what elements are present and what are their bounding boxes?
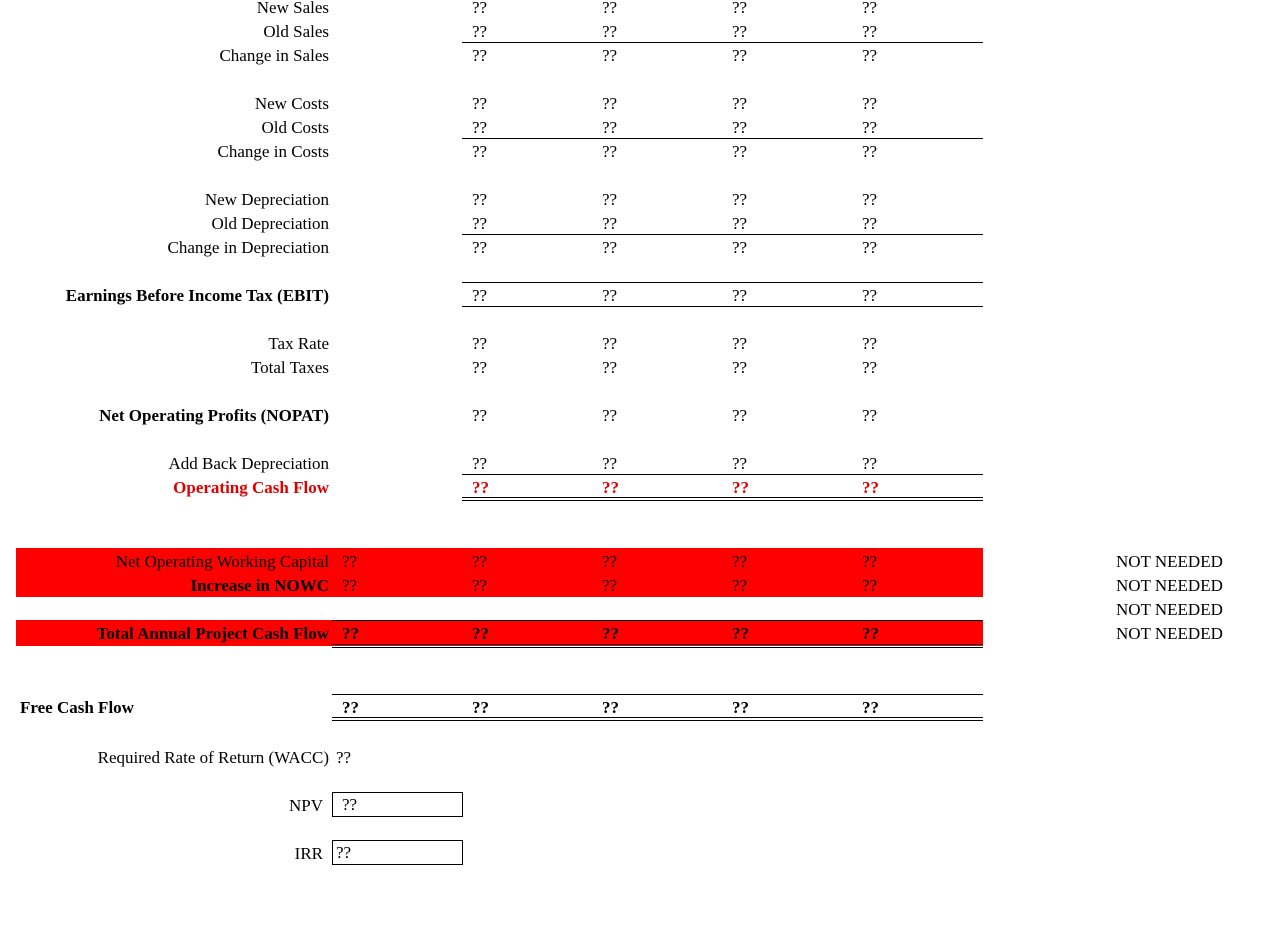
- cell[interactable]: ??: [602, 334, 618, 353]
- cell[interactable]: ??: [472, 190, 488, 209]
- total-cf-top-rule: [332, 620, 983, 621]
- cell[interactable]: ??: [602, 698, 619, 717]
- cell[interactable]: ??: [602, 142, 618, 161]
- row-label-change-sales: Change in Sales: [219, 46, 329, 65]
- fcf-double-rule-2: [332, 720, 983, 721]
- cell[interactable]: ??: [862, 238, 878, 257]
- cell[interactable]: ??: [862, 46, 878, 65]
- cell[interactable]: ??: [862, 214, 878, 233]
- cell[interactable]: ??: [472, 238, 488, 257]
- cell[interactable]: ??: [342, 576, 358, 595]
- cell[interactable]: ??: [732, 46, 748, 65]
- cell[interactable]: ??: [472, 478, 489, 497]
- cell[interactable]: ??: [472, 142, 488, 161]
- cell[interactable]: ??: [862, 286, 878, 305]
- wacc-label: Required Rate of Return (WACC): [97, 748, 329, 767]
- not-needed-note: NOT NEEDED: [1116, 552, 1223, 571]
- cell[interactable]: ??: [472, 334, 488, 353]
- irr-cell[interactable]: [332, 840, 463, 865]
- row-label-new-sales: New Sales: [256, 0, 329, 17]
- row-label-total-project-cash-flow: Total Annual Project Cash Flow: [96, 624, 329, 643]
- cell[interactable]: ??: [732, 576, 748, 595]
- cell[interactable]: ??: [472, 286, 488, 305]
- cell[interactable]: ??: [342, 698, 359, 717]
- cell[interactable]: ??: [732, 334, 748, 353]
- cell[interactable]: ??: [732, 286, 748, 305]
- cell[interactable]: ??: [602, 454, 618, 473]
- cell[interactable]: ??: [602, 576, 618, 595]
- cell[interactable]: ??: [732, 118, 748, 137]
- cell[interactable]: ??: [862, 22, 878, 41]
- cell[interactable]: ??: [732, 552, 748, 571]
- cell[interactable]: ??: [602, 94, 618, 113]
- cell[interactable]: ??: [732, 454, 748, 473]
- row-label-new-costs: New Costs: [254, 94, 329, 113]
- row-label-old-sales: Old Sales: [263, 22, 329, 41]
- total-cf-double-rule-1: [332, 644, 983, 645]
- cell[interactable]: ??: [862, 334, 878, 353]
- cell[interactable]: ??: [732, 0, 748, 17]
- cell[interactable]: ??: [732, 406, 748, 425]
- total-cf-double-rule-2: [332, 647, 983, 648]
- cell[interactable]: ??: [862, 406, 878, 425]
- npv-label: NPV: [288, 796, 323, 815]
- cell[interactable]: ??: [602, 118, 618, 137]
- cell[interactable]: ??: [732, 358, 748, 377]
- cell[interactable]: ??: [732, 478, 749, 497]
- cell[interactable]: ??: [602, 22, 618, 41]
- cell[interactable]: ??: [732, 22, 748, 41]
- not-needed-note: NOT NEEDED: [1116, 600, 1223, 619]
- cell[interactable]: ??: [862, 478, 879, 497]
- cell[interactable]: ??: [472, 118, 488, 137]
- cell[interactable]: ??: [602, 214, 618, 233]
- cell[interactable]: ??: [732, 238, 748, 257]
- row-label-new-depreciation: New Depreciation: [204, 190, 329, 209]
- cell[interactable]: ??: [862, 624, 879, 643]
- cell[interactable]: ??: [732, 94, 748, 113]
- cell[interactable]: ??: [602, 0, 618, 17]
- ocf-double-rule-2: [462, 500, 983, 501]
- cell[interactable]: ??: [862, 576, 878, 595]
- cell[interactable]: ??: [472, 22, 488, 41]
- cell[interactable]: ??: [602, 46, 618, 65]
- cell[interactable]: ??: [602, 286, 618, 305]
- cell[interactable]: ??: [602, 406, 618, 425]
- cell[interactable]: ??: [472, 454, 488, 473]
- cell[interactable]: ??: [862, 94, 878, 113]
- row-label-change-costs: Change in Costs: [217, 142, 329, 161]
- cell[interactable]: ??: [472, 406, 488, 425]
- not-needed-note: NOT NEEDED: [1116, 576, 1223, 595]
- cell[interactable]: ??: [732, 190, 748, 209]
- cell[interactable]: ??: [862, 190, 878, 209]
- ebit-top-rule: [462, 282, 983, 283]
- costs-subtotal-rule: [462, 138, 983, 139]
- cell[interactable]: ??: [862, 118, 878, 137]
- irr-value: ??: [336, 843, 352, 862]
- ebit-bottom-rule: [462, 306, 983, 307]
- cell[interactable]: ??: [602, 478, 619, 497]
- cell[interactable]: ??: [472, 214, 488, 233]
- cell[interactable]: ??: [342, 552, 358, 571]
- cell[interactable]: ??: [472, 624, 489, 643]
- cell[interactable]: ??: [472, 698, 489, 717]
- cell[interactable]: ??: [862, 0, 878, 17]
- wacc-value[interactable]: ??: [336, 748, 352, 767]
- row-label-nowc: Net Operating Working Capital: [115, 552, 329, 571]
- cell[interactable]: ??: [732, 698, 749, 717]
- cell[interactable]: ??: [602, 238, 618, 257]
- cell[interactable]: ??: [732, 142, 748, 161]
- fcf-top-rule: [332, 694, 983, 695]
- row-label-free-cash-flow: Free Cash Flow: [20, 698, 134, 717]
- cell[interactable]: ??: [602, 624, 619, 643]
- cell[interactable]: ??: [602, 552, 618, 571]
- irr-label: IRR: [294, 844, 323, 863]
- sales-subtotal-rule: [462, 42, 983, 43]
- cell[interactable]: ??: [732, 624, 749, 643]
- cell[interactable]: ??: [472, 358, 488, 377]
- ocf-double-rule-1: [462, 497, 983, 498]
- npv-value: ??: [342, 795, 358, 814]
- row-label-total-taxes: Total Taxes: [250, 358, 329, 377]
- row-label-increase-nowc: Increase in NOWC: [190, 576, 329, 595]
- row-label-ebit: Earnings Before Income Tax (EBIT): [65, 286, 329, 305]
- cell[interactable]: ??: [602, 190, 618, 209]
- cell[interactable]: ??: [472, 46, 488, 65]
- cell[interactable]: ??: [862, 552, 878, 571]
- row-label-operating-cash-flow: Operating Cash Flow: [173, 478, 329, 497]
- cell[interactable]: ??: [862, 358, 878, 377]
- cell[interactable]: ??: [862, 454, 878, 473]
- row-label-add-back-depreciation: Add Back Depreciation: [168, 454, 329, 473]
- cell[interactable]: ??: [342, 624, 359, 643]
- cell[interactable]: ??: [602, 358, 618, 377]
- row-label-change-depreciation: Change in Depreciation: [167, 238, 329, 257]
- npv-cell[interactable]: [332, 792, 463, 817]
- cell[interactable]: ??: [862, 698, 879, 717]
- depreciation-subtotal-rule: [462, 234, 983, 235]
- row-label-old-costs: Old Costs: [261, 118, 329, 137]
- cell[interactable]: ??: [472, 0, 488, 17]
- cell[interactable]: ??: [472, 576, 488, 595]
- row-label-old-depreciation: Old Depreciation: [211, 214, 329, 233]
- cell[interactable]: ??: [472, 552, 488, 571]
- cell[interactable]: ??: [732, 214, 748, 233]
- ocf-top-rule: [462, 474, 983, 475]
- cell[interactable]: ??: [472, 94, 488, 113]
- row-label-nopat: Net Operating Profits (NOPAT): [99, 406, 329, 425]
- row-label-tax-rate: Tax Rate: [268, 334, 329, 353]
- not-needed-note: NOT NEEDED: [1116, 624, 1223, 643]
- cell[interactable]: ??: [862, 142, 878, 161]
